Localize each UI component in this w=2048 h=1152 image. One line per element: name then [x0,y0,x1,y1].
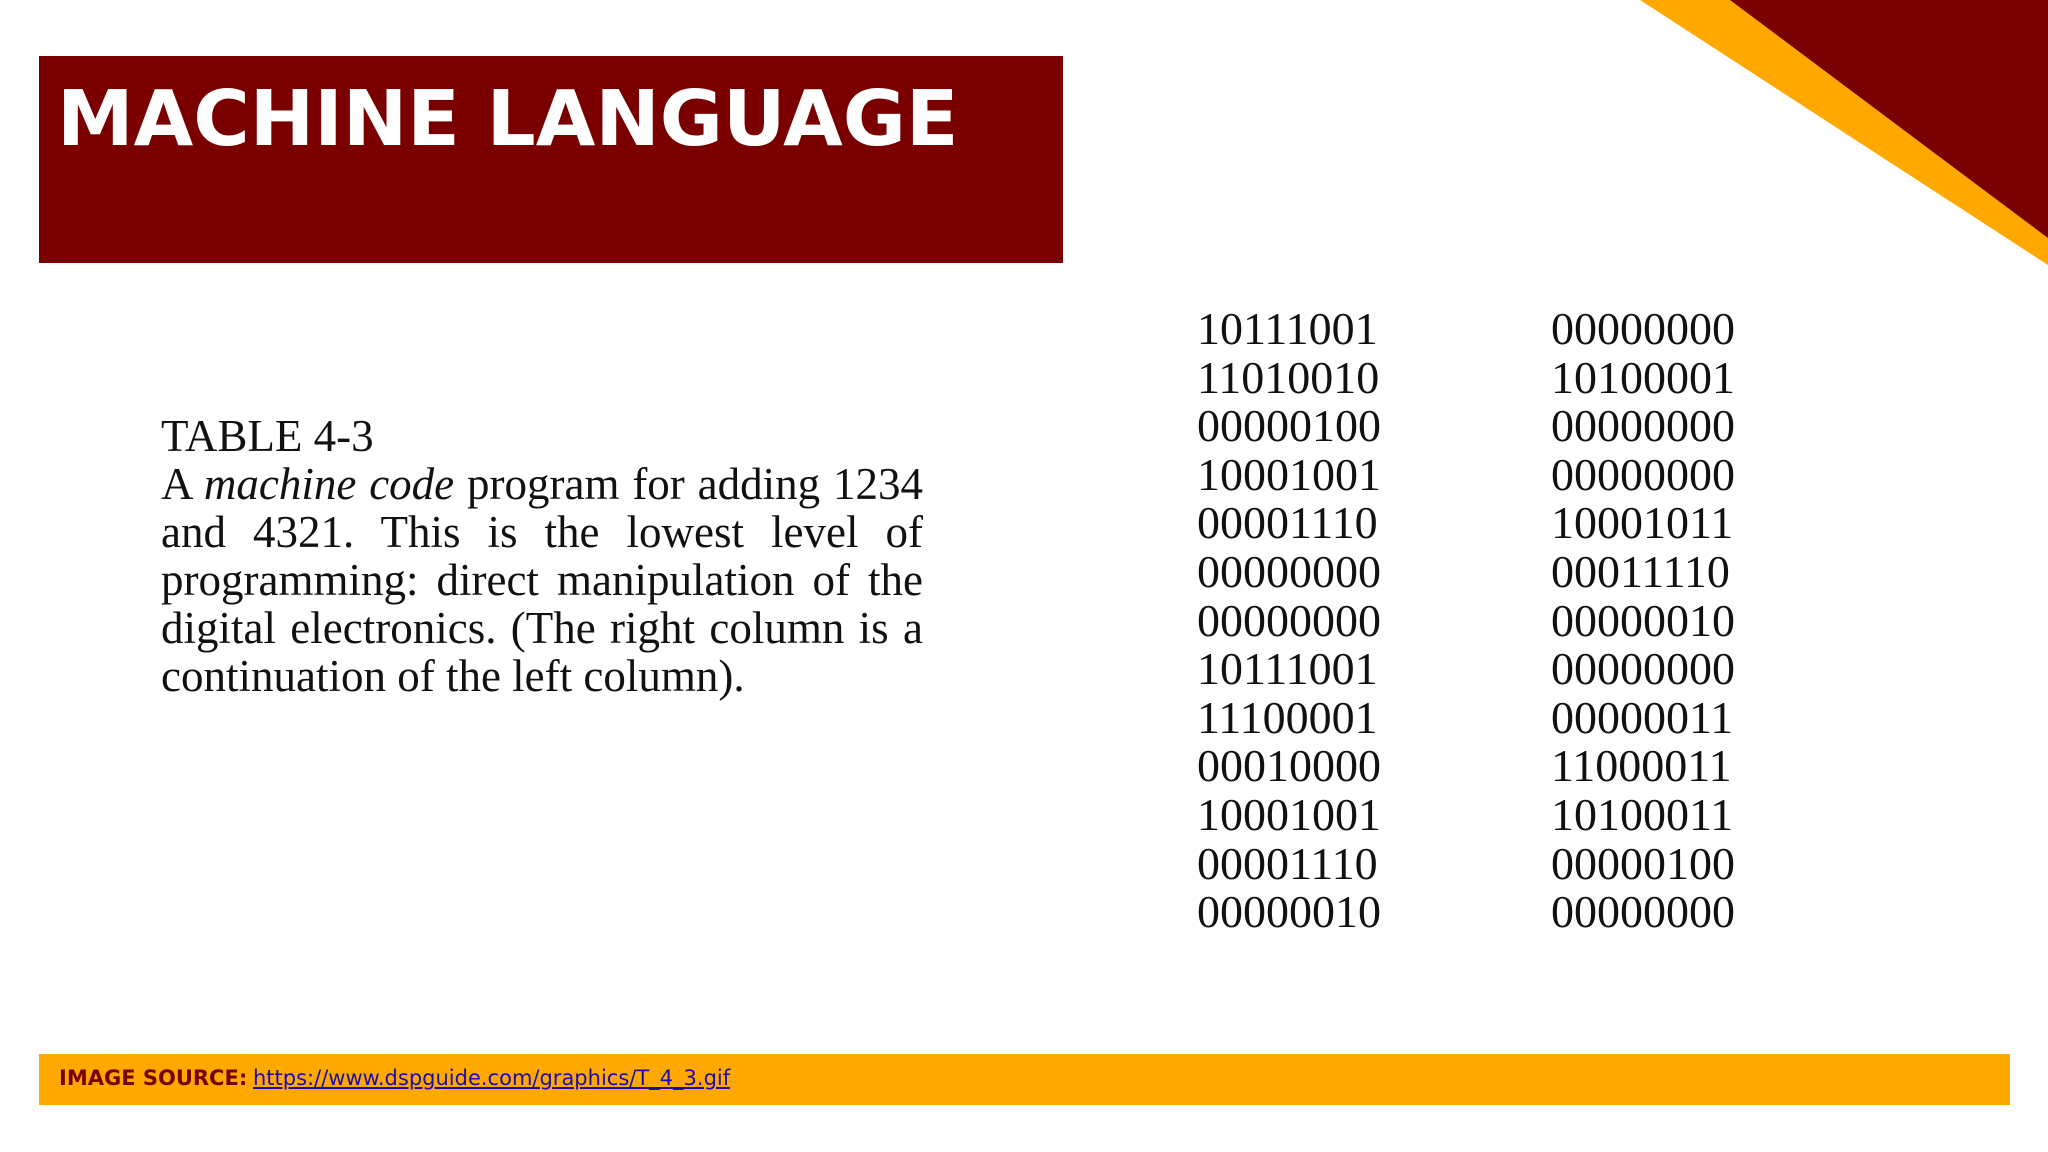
code-column-right [1551,305,1735,937]
caption-body [161,460,923,700]
code-line: 00000000 [1197,545,1381,597]
code-line: 00001110 [1197,497,1378,549]
code-line: 00000000 [1551,643,1735,695]
image-source-label: IMAGE SOURCE: [59,1066,248,1090]
code-line: 00001110 [1197,837,1378,889]
code-line: 00000000 [1551,886,1735,938]
code-line: 10001011 [1551,497,1734,549]
caption-body-suffix: program for adding 1234 and 4321. This is the lowest level of programming: direct manipulation of the digital electronics. (The right column is a continuation of the left column). [161,459,923,701]
code-line: 00000100 [1197,400,1381,452]
code-line: 11100001 [1197,691,1378,743]
code-column-left [1197,305,1381,937]
code-line: 10100001 [1551,351,1735,403]
code-line: 00011110 [1551,545,1730,597]
code-line: 10111001 [1197,303,1378,354]
code-line: 11010010 [1197,351,1380,403]
image-source-footer [39,1054,2010,1105]
caption-body-prefix: A [161,459,204,509]
code-line: 10100011 [1551,788,1734,840]
code-line: 00000010 [1197,886,1381,938]
slide-title: MACHINE LANGUAGE [57,75,959,164]
code-line: 00000000 [1551,400,1735,452]
corner-decoration [1640,0,2048,265]
code-line: 00010000 [1197,740,1381,792]
image-source-link[interactable]: https://www.dspguide.com/graphics/T_4_3.gif [253,1066,731,1090]
code-line: 10111001 [1197,643,1378,695]
machine-code-table [1197,305,1735,937]
code-line: 00000000 [1197,594,1381,646]
code-line: 00000011 [1551,691,1734,743]
code-line: 10001001 [1197,448,1381,500]
caption-title: TABLE 4-3 [161,411,374,461]
code-line: 00000000 [1551,448,1735,500]
code-line: 10001001 [1197,788,1381,840]
code-line: 00000010 [1551,594,1735,646]
code-line: 00000100 [1551,837,1735,889]
title-banner [39,56,1063,263]
code-line: 00000000 [1551,303,1735,354]
caption-body-emphasis: machine code [203,459,455,509]
table-caption [161,412,923,700]
code-line: 11000011 [1551,740,1732,792]
